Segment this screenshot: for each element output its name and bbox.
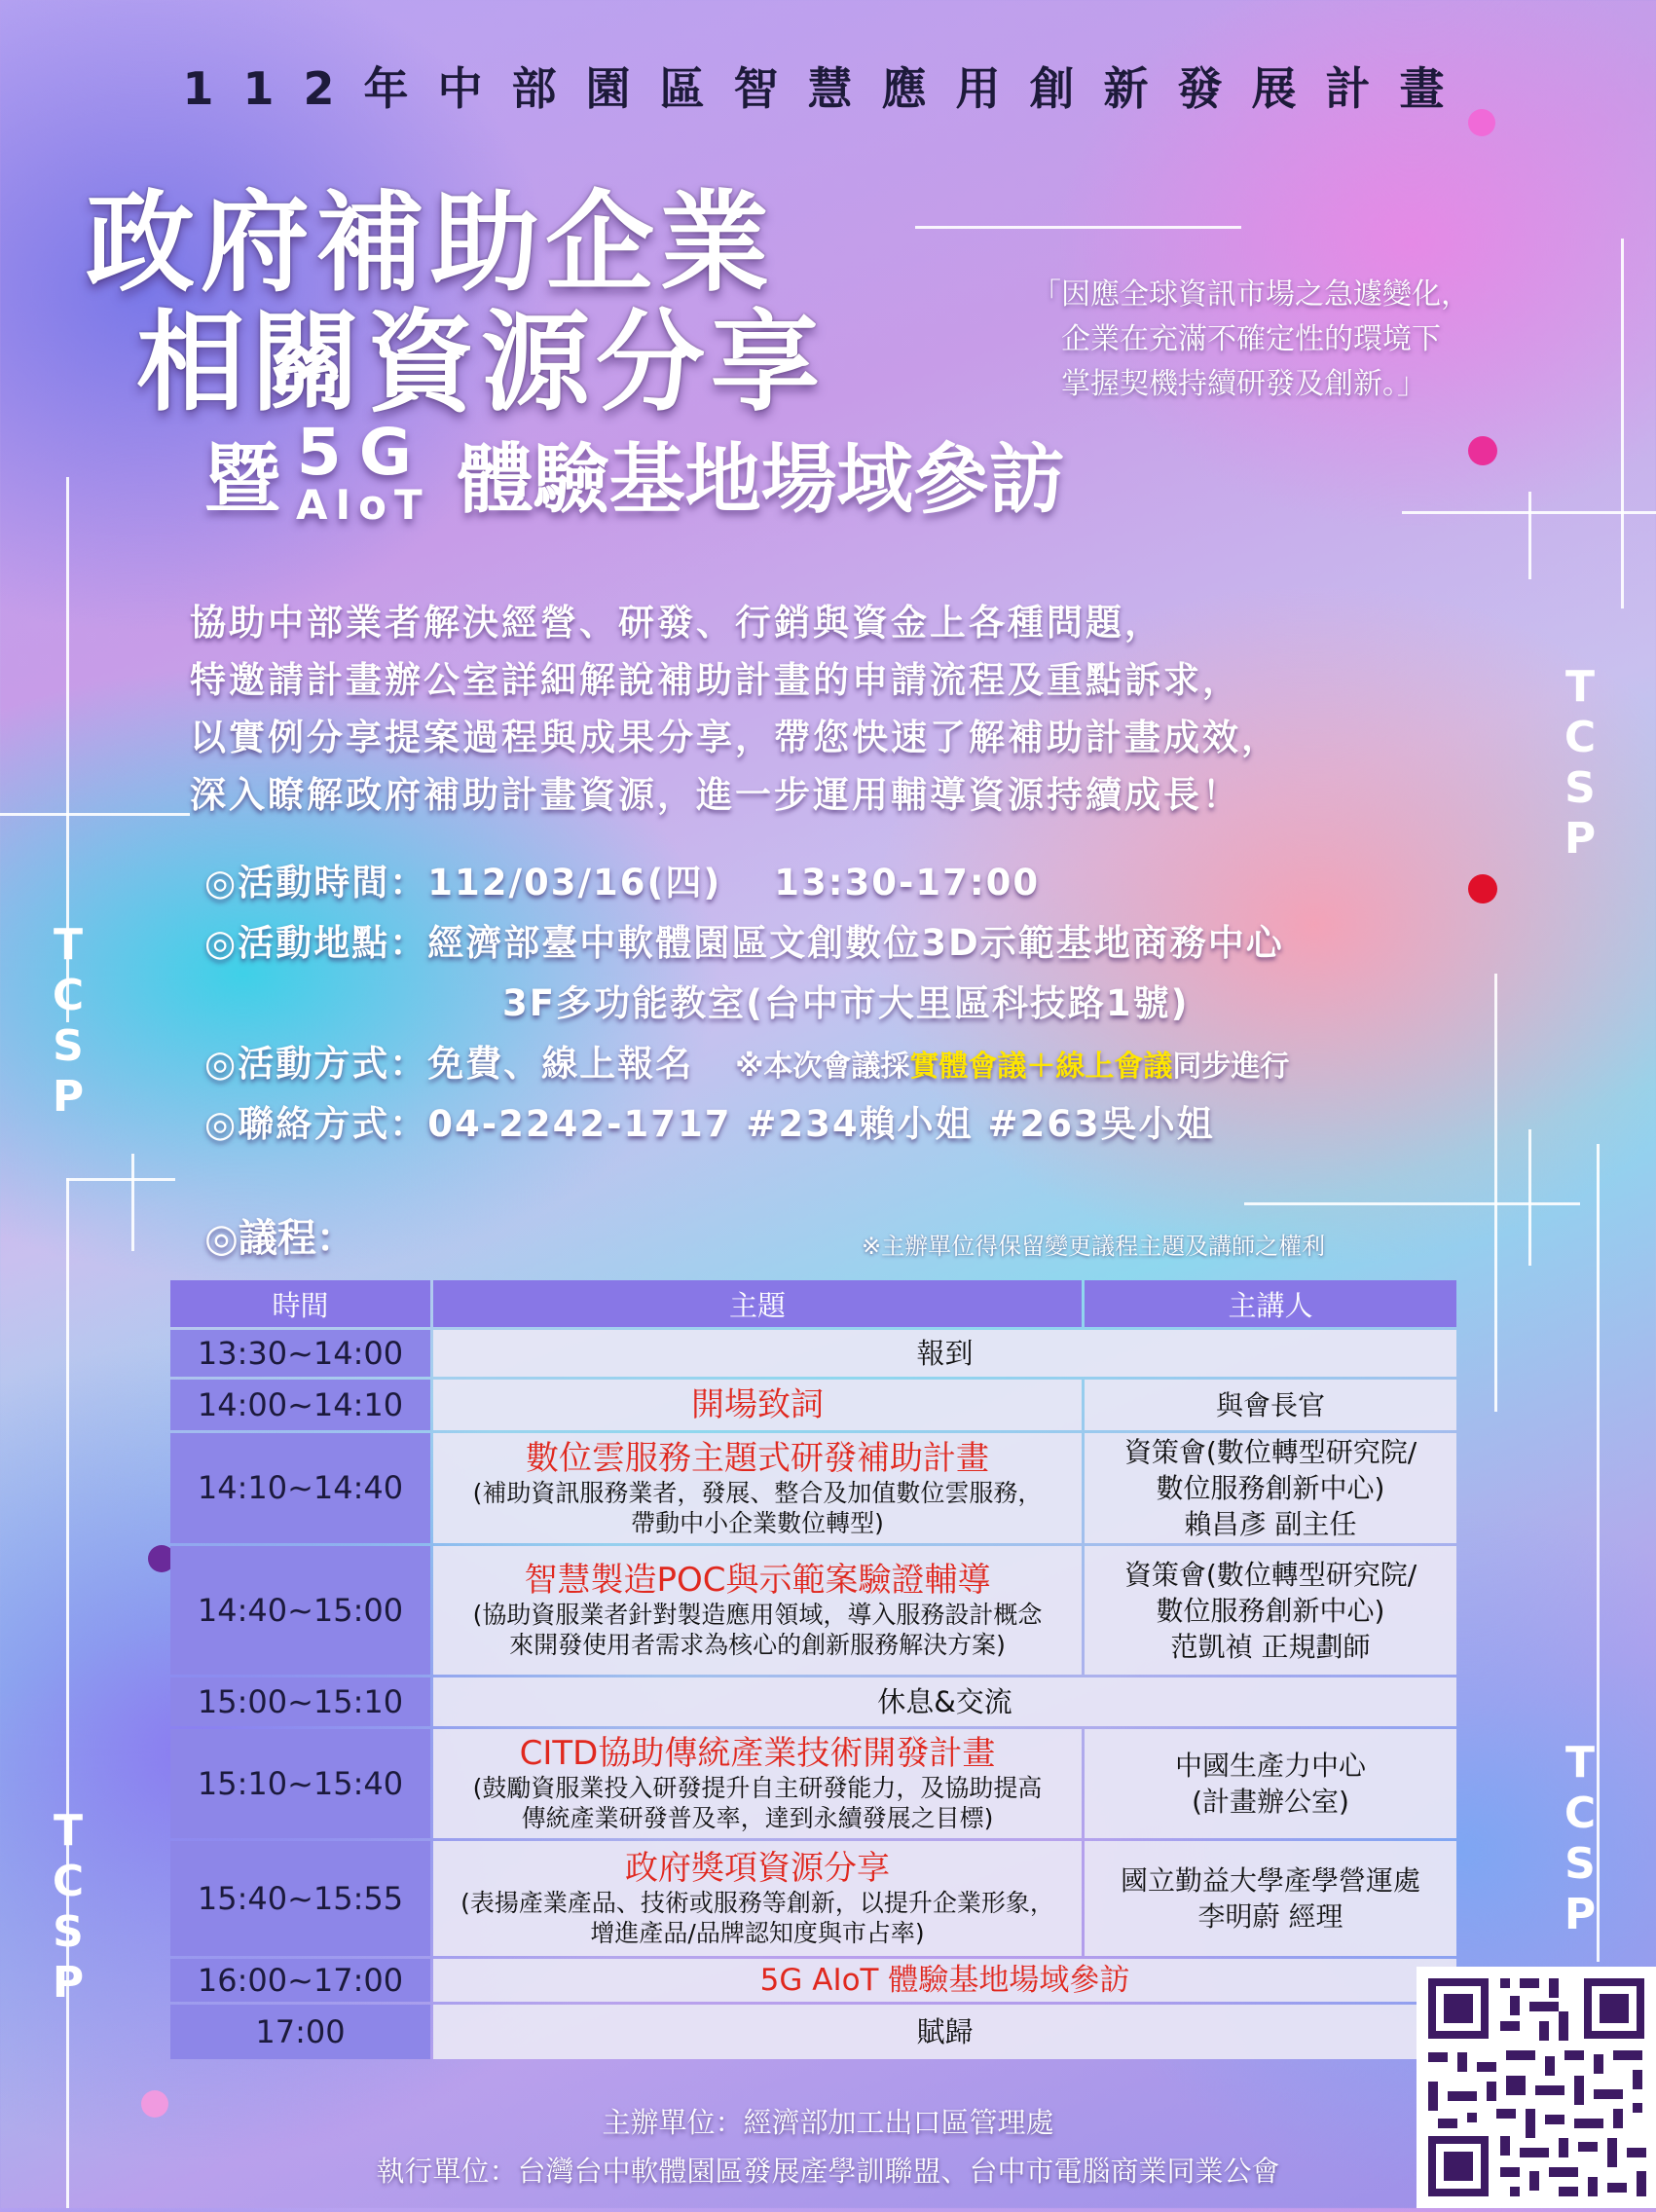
row-topic [433,1841,1082,1956]
row-time: 14:00~14:10 [170,1380,430,1430]
topic-title: 智慧製造POC與示範案驗證輔導 [524,1561,991,1600]
table-row [170,1546,1456,1675]
row-speaker [1085,1433,1456,1543]
executor-text: 執行單位：台灣台中軟體園區發展產學訓聯盟、台中市電腦商業同業公會 [376,2155,1280,2188]
agenda-table [167,1277,1459,2062]
organizer-text: 主辦單位：經濟部加工出口區管理處 [602,2106,1054,2139]
row-topic: 賦歸 [433,2005,1456,2059]
topic-desc: 帶動中小企業數位轉型) [631,1508,884,1537]
row-speaker [1085,1546,1456,1675]
main-title-line1: 政府補助企業 [86,180,775,307]
row-time: 15:40~15:55 [170,1841,430,1956]
speaker-line: 賴昌彥 副主任 [1184,1508,1357,1540]
intro-line: 深入瞭解政府補助計畫資源，進一步運用輔導資源持續成長！ [190,774,1241,816]
table-row [170,1729,1456,1838]
topic-title: CITD協助傳統產業技術開發計畫 [519,1734,996,1773]
topic-desc: (補助資訊服務業者，發展、整合及加值數位雲服務， [472,1478,1043,1507]
footer [0,2098,1656,2195]
decor-line [0,813,190,816]
speaker-line: 資策會(數位轉型研究院/ [1123,1558,1417,1591]
row-speaker [1085,1729,1456,1838]
sub-title-suffix: 體驗基地場域參訪 [457,436,1065,524]
row-time: 13:30~14:00 [170,1330,430,1377]
decor-line [1494,974,1497,1412]
decor-line [1528,492,1531,579]
row-time: 14:40~15:00 [170,1546,430,1675]
row-time: 14:10~14:40 [170,1433,430,1543]
quote-line: 掌握契機持續研發及創新。」 [1061,367,1426,401]
topic-title: 政府獎項資源分享 [625,1849,890,1888]
sub-title [204,415,1065,529]
header-time: 時間 [170,1280,430,1327]
note-highlight-online: 線上會議 [1055,1050,1173,1084]
note-suffix: 同步進行 [1172,1050,1290,1084]
agenda-note: ※主辦單位得保留變更議程主題及講師之權利 [862,1233,1326,1260]
speaker-line: 數位服務創新中心) [1156,1594,1385,1627]
intro-line: 以實例分享提案過程與成果分享，帶您快速了解補助計畫成效， [190,717,1280,758]
table-row [170,1959,1456,2002]
decor-line [66,1178,69,2208]
5g-text: 5G [296,415,429,490]
main-title-line2: 相關資源分享 [136,300,826,426]
event-location-detail: 3F多功能教室(台中市大里區科技路1號) [502,982,1190,1024]
tcsp-logo-right-top: T C S P [1564,662,1597,864]
decor-dot [1468,874,1497,903]
row-topic [433,1959,1456,2002]
row-time: 16:00~17:00 [170,1959,430,2002]
intro-paragraph [190,594,1280,824]
event-time: ◎活動時間：112/03/16(四) 13:30-17:00 [204,862,1041,903]
sub-title-prefix: 暨 [204,436,281,524]
table-row [170,1330,1456,1377]
row-topic [433,1729,1082,1838]
speaker-line: 數位服務創新中心) [1156,1472,1385,1504]
quote-line: 「因應全球資訊市場之急遽變化， [1032,277,1470,312]
row-topic [433,1433,1082,1543]
speaker-line: 范凱禎 正規劃師 [1170,1630,1371,1663]
speaker-line: 國立勤益大學產學營運處 [1120,1864,1420,1897]
row-time: 17:00 [170,2005,430,2059]
header-speaker: 主講人 [1085,1280,1456,1327]
row-topic: 休息&交流 [433,1677,1456,1726]
table-row [170,1841,1456,1956]
decor-line [131,1154,134,1251]
intro-line: 特邀請計畫辦公室詳細解說補助計畫的申請流程及重點訴求， [190,659,1241,701]
note-highlight-physical: 實體會議 [909,1050,1027,1084]
speaker-line: (計畫辦公室) [1192,1786,1349,1818]
table-row [170,1380,1456,1430]
row-topic [433,1380,1082,1430]
event-method-text: ◎活動方式：免費、線上報名 [204,1043,694,1085]
table-row [170,1433,1456,1543]
table-row [170,1677,1456,1726]
topic-desc: (協助資服業者針對製造應用領域，導入服務設計概念 [472,1601,1043,1629]
intro-line: 協助中部業者解決經營、研發、行銷與資金上各種問題， [190,602,1163,644]
decor-line [915,226,1241,229]
project-title: 112年中部園區智慧應用創新發展計畫 [182,62,1474,115]
topic-title: 數位雲服務主題式研發補助計畫 [526,1438,989,1478]
header-topic: 主題 [433,1280,1082,1327]
tcsp-logo-left-top: T C S P [52,920,85,1122]
event-method [204,1034,1289,1087]
row-topic [433,1546,1082,1675]
row-speaker [1085,1841,1456,1956]
decor-line [66,1178,175,1181]
5g-aiot-logo [296,415,430,529]
topic-desc: 來開發使用者需求為核心的創新服務解決方案) [509,1631,1006,1659]
speaker-line: 資策會(數位轉型研究院/ [1123,1436,1417,1468]
decor-line [1621,239,1624,608]
aiot-text: AIoT [296,481,430,529]
row-speaker: 與會長官 [1085,1380,1456,1430]
speaker-line: 李明蔚 經理 [1197,1900,1343,1933]
quote-line: 企業在充滿不確定性的環境下 [1061,322,1441,356]
decor-dot [1468,436,1497,465]
topic-title: 開場致詞 [691,1385,824,1424]
quote [1032,273,1470,407]
row-time: 15:10~15:40 [170,1729,430,1838]
row-topic: 報到 [433,1330,1456,1377]
tcsp-logo-right-bottom: T C S P [1564,1738,1597,1939]
agenda-label: ◎議程： [204,1216,355,1261]
event-method-note [735,1050,1289,1084]
note-prefix: ※本次會議採 [735,1050,910,1084]
note-plus: ＋ [1026,1050,1056,1084]
qr-code-icon[interactable] [1417,1967,1656,2208]
event-contact: ◎聯絡方式：04-2242-1717 #234賴小姐 #263吳小姐 [204,1103,1215,1145]
topic-desc: (鼓勵資服業投入研發提升自主研發能力，及協助提高 [472,1774,1043,1802]
topic-desc: (表揚產業產品、技術或服務等創新，以提升企業形象， [460,1889,1054,1917]
topic-title: 5G AIoT 體驗基地場域參訪 [759,1963,1130,1998]
topic-desc: 增進產品/品牌認知度與市占率) [590,1919,925,1947]
speaker-line: 中國生產力中心 [1174,1750,1366,1782]
agenda-header-row [170,1280,1456,1327]
event-location: ◎活動地點：經濟部臺中軟體園區文創數位3D示範基地商務中心 [204,922,1284,964]
row-time: 15:00~15:10 [170,1677,430,1726]
table-row [170,2005,1456,2059]
topic-desc: 傳統產業研發普及率，達到永續發展之目標) [521,1804,994,1832]
tcsp-logo-left-bottom: T C S P [52,1806,85,2008]
decor-line [1528,1129,1531,1266]
